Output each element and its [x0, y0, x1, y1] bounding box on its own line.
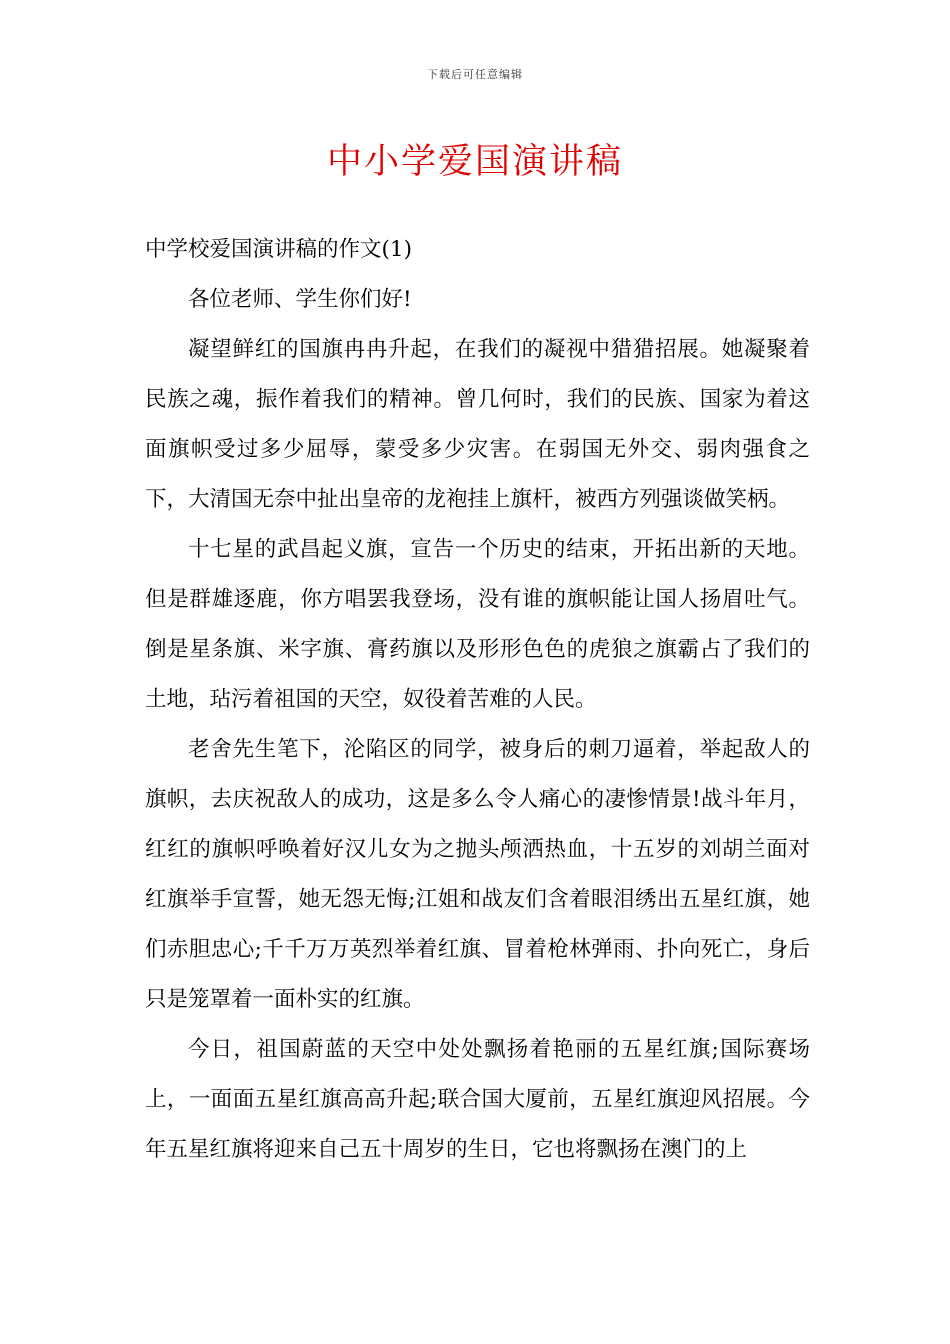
paragraph-4: 今日，祖国蔚蓝的天空中处处飘扬着艳丽的五星红旗;国际赛场上，一面面五星红旗高高升起;联合国大厦前，五星红旗迎风招展。今年五星红旗将迎来自己五十周岁的生日，它也将飘扬在澳门的上 — [145, 1037, 810, 1162]
document-title: 中小学爱国演讲稿 — [326, 142, 623, 182]
header-note: 下载后可任意编辑 — [427, 68, 523, 81]
paragraph-3: 老舍先生笔下，沦陷区的同学，被身后的刺刀逼着，举起敌人的旗帜，去庆祝敌人的成功，这是多么令人痛心的凄惨情景!战斗年月，红红的旗帜呼唤着好汉儿女为之抛头颅洒热血，十五岁的刘胡兰面对红旗举手宣誓，她无怨无悔;江姐和战友们含着眼泪绣出五星红旗，她们赤胆忠心;千千万万英烈举着红旗、冒着枪林弹雨、扑向死亡，身后只是笼罩着一面朴实的红旗。 — [145, 737, 810, 1012]
document-subtitle: 中学校爱国演讲稿的作文(1) — [145, 237, 412, 262]
paragraph-2: 十七星的武昌起义旗，宣告一个历史的结束，开拓出新的天地。但是群雄逐鹿，你方唱罢我登场，没有谁的旗帜能让国人扬眉吐气。倒是星条旗、米字旗、膏药旗以及形形色色的虎狼之旗霸占了我们的土地，玷污着祖国的天空，奴役着苦难的人民。 — [145, 537, 810, 712]
paragraph-1: 凝望鲜红的国旗冉冉升起，在我们的凝视中猎猎招展。她凝聚着民族之魂，振作着我们的精神。曾几何时，我们的民族、国家为着这面旗帜受过多少屈辱，蒙受多少灾害。在弱国无外交、弱肉强食之下，大清国无奈中扯出皇帝的龙袍挂上旗杆，被西方列强谈做笑柄。 — [145, 337, 810, 512]
paragraph-greeting: 各位老师、学生你们好! — [188, 287, 412, 312]
document-body — [145, 225, 810, 1175]
